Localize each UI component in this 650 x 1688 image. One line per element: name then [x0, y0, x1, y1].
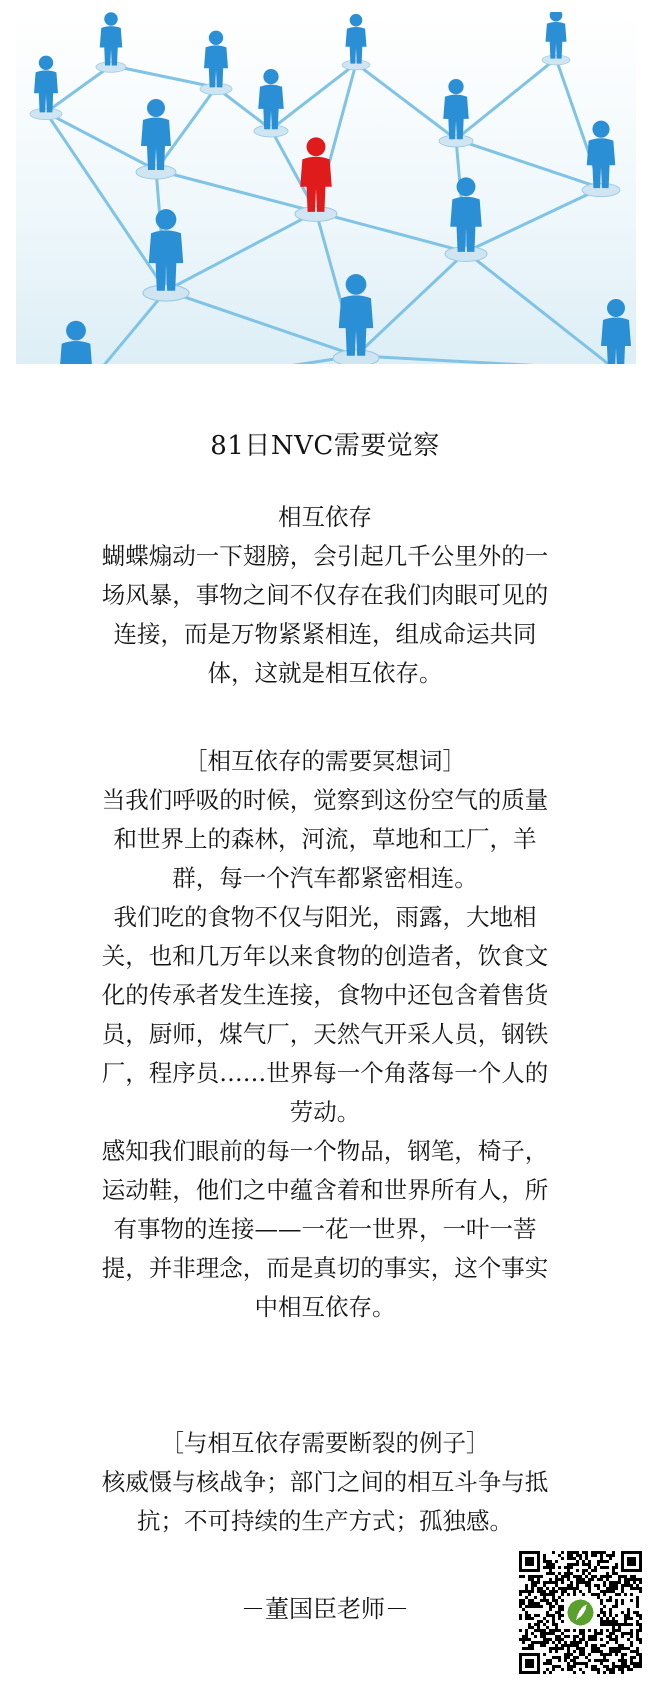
person-icon: [542, 12, 570, 65]
network-link: [316, 212, 466, 252]
network-link: [46, 112, 156, 170]
network-link: [356, 64, 456, 140]
paragraph-line: 中相互依存。: [254, 1293, 396, 1321]
network-link: [111, 66, 216, 88]
person-icon: [30, 56, 62, 120]
network-link: [456, 139, 601, 188]
network-illustration: [16, 12, 636, 364]
paragraph-line: 有事物的连接——一花一世界，一叶一菩: [113, 1215, 537, 1243]
paragraph-line: 员，厨师，煤气厂，天然气开采人员，钢铁: [101, 1020, 549, 1048]
section-heading: ［与相互依存需要断裂的例子］: [160, 1429, 490, 1457]
person-icon: [445, 177, 487, 261]
paragraph-line: 连接，而是万物紧紧相连，组成命运共同: [113, 620, 537, 648]
qr-code-graphic: [519, 1551, 642, 1674]
paragraph-line: 场风暴，事物之间不仅存在我们肉眼可见的: [101, 581, 549, 609]
paragraph-line: 关，也和几万年以来食物的创造者，饮食文: [101, 942, 549, 970]
author-signature: －董国臣老师－: [241, 1595, 409, 1623]
article-title: 81日NVC需要觉察: [210, 431, 440, 461]
section-heading: 相互依存: [278, 503, 372, 531]
section-meditation: [86, 742, 564, 1327]
network-link: [166, 291, 356, 356]
person-icon: [143, 209, 189, 301]
paragraph-line: 抗；不可持续的生产方式；孤独感。: [137, 1507, 513, 1535]
paragraph-line: 化的传承者发生连接，食物中还包含着售货: [101, 981, 549, 1009]
person-icon: [439, 79, 473, 147]
paragraph-line: 感知我们眼前的每一个物品，钢笔，椅子，: [101, 1137, 549, 1165]
network-link: [271, 64, 356, 130]
paragraph-line: 核威慑与核战争；部门之间的相互斗争与抵: [101, 1468, 549, 1496]
paragraph-line: 和世界上的森林，河流，草地和工厂，羊: [113, 825, 537, 853]
paragraph-line: 厂，程序员……世界每一个角落每一个人的: [101, 1059, 549, 1087]
section-interdependence: [86, 498, 564, 693]
paragraph-line: 运动鞋，他们之中蕴含着和世界所有人，所: [101, 1176, 549, 1204]
paragraph-line: 蝴蝶煽动一下翅膀，会引起几千公里外的一: [101, 542, 549, 570]
network-link: [156, 170, 316, 212]
network-link: [466, 188, 601, 252]
hero-network-image: [16, 12, 636, 364]
section-broken-examples: [86, 1424, 564, 1541]
person-icon: [136, 99, 176, 179]
network-link: [466, 252, 616, 364]
section-heading: ［相互依存的需要冥想词］: [184, 747, 466, 775]
paragraph-line: 群，每一个汽车都紧密相连。: [172, 864, 478, 892]
qr-finder-top-right: [621, 1551, 642, 1572]
paragraph-line: 提，并非理念，而是真切的事实，这个事实: [101, 1254, 549, 1282]
person-icon: [200, 31, 232, 95]
qr-finder-top-left: [519, 1551, 540, 1572]
person-icon: [342, 14, 370, 70]
paragraph-line: 劳动。: [289, 1098, 361, 1126]
paragraph-line: 当我们呼吸的时候，觉察到这份空气的质量: [101, 786, 549, 814]
person-icon: [96, 12, 126, 72]
person-icon: [582, 121, 620, 197]
paragraph-line: 体，这就是相互依存。: [207, 659, 443, 687]
paragraph-line: 我们吃的食物不仅与阳光，雨露，大地相: [113, 903, 537, 931]
network-link: [456, 59, 556, 140]
qr-code-icon[interactable]: [519, 1551, 642, 1674]
qr-finder-bottom-left: [519, 1653, 540, 1674]
leaf-logo-icon: [566, 1598, 596, 1628]
network-link: [166, 212, 316, 291]
person-icon: [254, 69, 288, 137]
person-icon: [596, 299, 636, 364]
highlighted-person-icon: [295, 137, 337, 221]
network-link: [76, 356, 356, 364]
network-link: [356, 252, 466, 356]
network-link: [356, 356, 616, 364]
person-icon: [54, 321, 98, 364]
